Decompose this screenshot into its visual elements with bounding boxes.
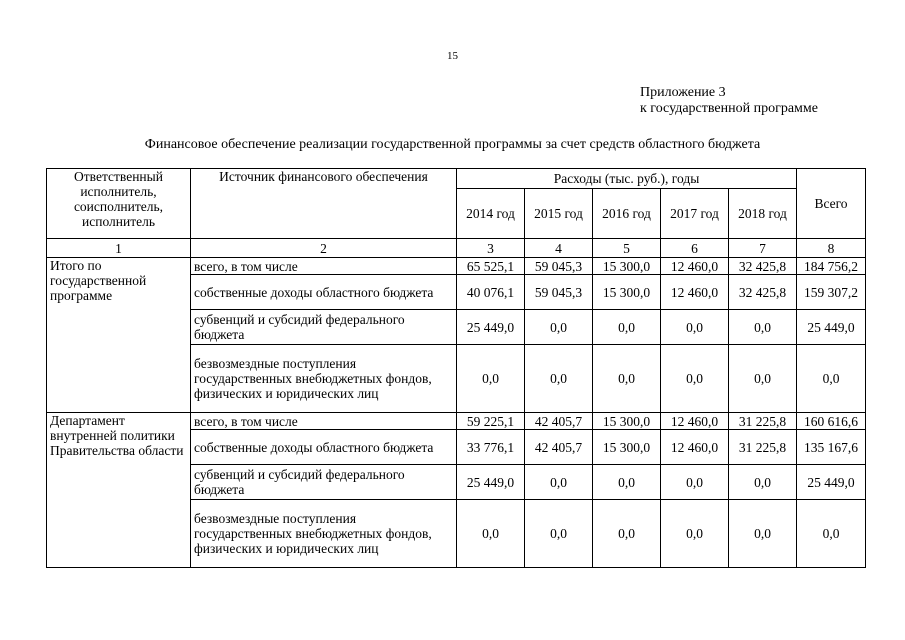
source-cell: всего, в том числе	[191, 258, 457, 275]
amount-cell: 0,0	[661, 345, 729, 413]
header-source: Источник финансового обеспечения	[191, 169, 457, 239]
amount-cell: 31 225,8	[729, 430, 797, 465]
total-cell: 25 449,0	[797, 465, 866, 500]
amount-cell: 0,0	[593, 345, 661, 413]
amount-cell: 0,0	[661, 310, 729, 345]
amount-cell: 0,0	[729, 500, 797, 568]
total-cell: 25 449,0	[797, 310, 866, 345]
header-row-1	[47, 169, 866, 189]
page-number: 15	[447, 50, 458, 62]
amount-cell: 42 405,7	[525, 430, 593, 465]
amount-cell: 32 425,8	[729, 275, 797, 310]
amount-cell: 0,0	[729, 465, 797, 500]
amount-cell: 25 449,0	[457, 310, 525, 345]
column-number: 4	[525, 239, 593, 258]
appendix-line-2: к государственной программе	[640, 101, 818, 116]
amount-cell: 40 076,1	[457, 275, 525, 310]
amount-cell: 32 425,8	[729, 258, 797, 275]
amount-cell: 0,0	[593, 310, 661, 345]
financing-table	[46, 168, 866, 568]
header-year: 2014 год	[457, 189, 525, 239]
source-cell: собственные доходы областного бюджета	[191, 275, 457, 310]
table-row	[47, 258, 866, 275]
amount-cell: 65 525,1	[457, 258, 525, 275]
amount-cell: 33 776,1	[457, 430, 525, 465]
source-cell: субвенций и субсидий федерального бюджета	[191, 465, 457, 500]
source-cell: безвозмездные поступления государственных внебюджетных фондов, физических и юридических лиц	[191, 345, 457, 413]
amount-cell: 25 449,0	[457, 465, 525, 500]
amount-cell: 0,0	[457, 500, 525, 568]
header-year: 2017 год	[661, 189, 729, 239]
column-number: 7	[729, 239, 797, 258]
amount-cell: 15 300,0	[593, 258, 661, 275]
total-cell: 0,0	[797, 345, 866, 413]
amount-cell: 0,0	[457, 345, 525, 413]
column-number: 3	[457, 239, 525, 258]
column-number: 6	[661, 239, 729, 258]
source-cell: субвенций и субсидий федерального бюджета	[191, 310, 457, 345]
column-number: 1	[47, 239, 191, 258]
document-title: Финансовое обеспечение реализации государственной программы за счет средств областного бюджета	[144, 137, 761, 152]
amount-cell: 0,0	[525, 345, 593, 413]
table-row	[47, 413, 866, 430]
appendix-line-1: Приложение 3	[640, 85, 726, 100]
amount-cell: 0,0	[593, 465, 661, 500]
amount-cell: 31 225,8	[729, 413, 797, 430]
column-number: 5	[593, 239, 661, 258]
amount-cell: 12 460,0	[661, 275, 729, 310]
amount-cell: 0,0	[661, 500, 729, 568]
amount-cell: 12 460,0	[661, 430, 729, 465]
appendix-caption	[640, 85, 818, 117]
amount-cell: 15 300,0	[593, 430, 661, 465]
amount-cell: 15 300,0	[593, 413, 661, 430]
amount-cell: 59 045,3	[525, 258, 593, 275]
total-cell: 159 307,2	[797, 275, 866, 310]
column-number: 8	[797, 239, 866, 258]
header-year: 2018 год	[729, 189, 797, 239]
amount-cell: 0,0	[525, 310, 593, 345]
total-cell: 135 167,6	[797, 430, 866, 465]
amount-cell: 0,0	[593, 500, 661, 568]
total-cell: 160 616,6	[797, 413, 866, 430]
column-number-row	[47, 239, 866, 258]
header-year: 2015 год	[525, 189, 593, 239]
source-cell: собственные доходы областного бюджета	[191, 430, 457, 465]
amount-cell: 0,0	[729, 345, 797, 413]
header-expenses: Расходы (тыс. руб.), годы	[457, 169, 797, 189]
total-cell: 0,0	[797, 500, 866, 568]
header-executor: Ответственный исполнитель, соисполнитель, исполнитель	[47, 169, 191, 239]
column-number: 2	[191, 239, 457, 258]
source-cell: всего, в том числе	[191, 413, 457, 430]
total-cell: 184 756,2	[797, 258, 866, 275]
amount-cell: 59 045,3	[525, 275, 593, 310]
executor-cell: Итого по государственной программе	[47, 258, 191, 413]
header-year: 2016 год	[593, 189, 661, 239]
amount-cell: 0,0	[729, 310, 797, 345]
amount-cell: 12 460,0	[661, 258, 729, 275]
header-total: Всего	[797, 169, 866, 239]
amount-cell: 42 405,7	[525, 413, 593, 430]
amount-cell: 0,0	[661, 465, 729, 500]
source-cell: безвозмездные поступления государственных внебюджетных фондов, физических и юридических лиц	[191, 500, 457, 568]
amount-cell: 15 300,0	[593, 275, 661, 310]
amount-cell: 59 225,1	[457, 413, 525, 430]
amount-cell: 0,0	[525, 465, 593, 500]
executor-cell: Департамент внутренней политики Правительства области	[47, 413, 191, 568]
amount-cell: 12 460,0	[661, 413, 729, 430]
amount-cell: 0,0	[525, 500, 593, 568]
